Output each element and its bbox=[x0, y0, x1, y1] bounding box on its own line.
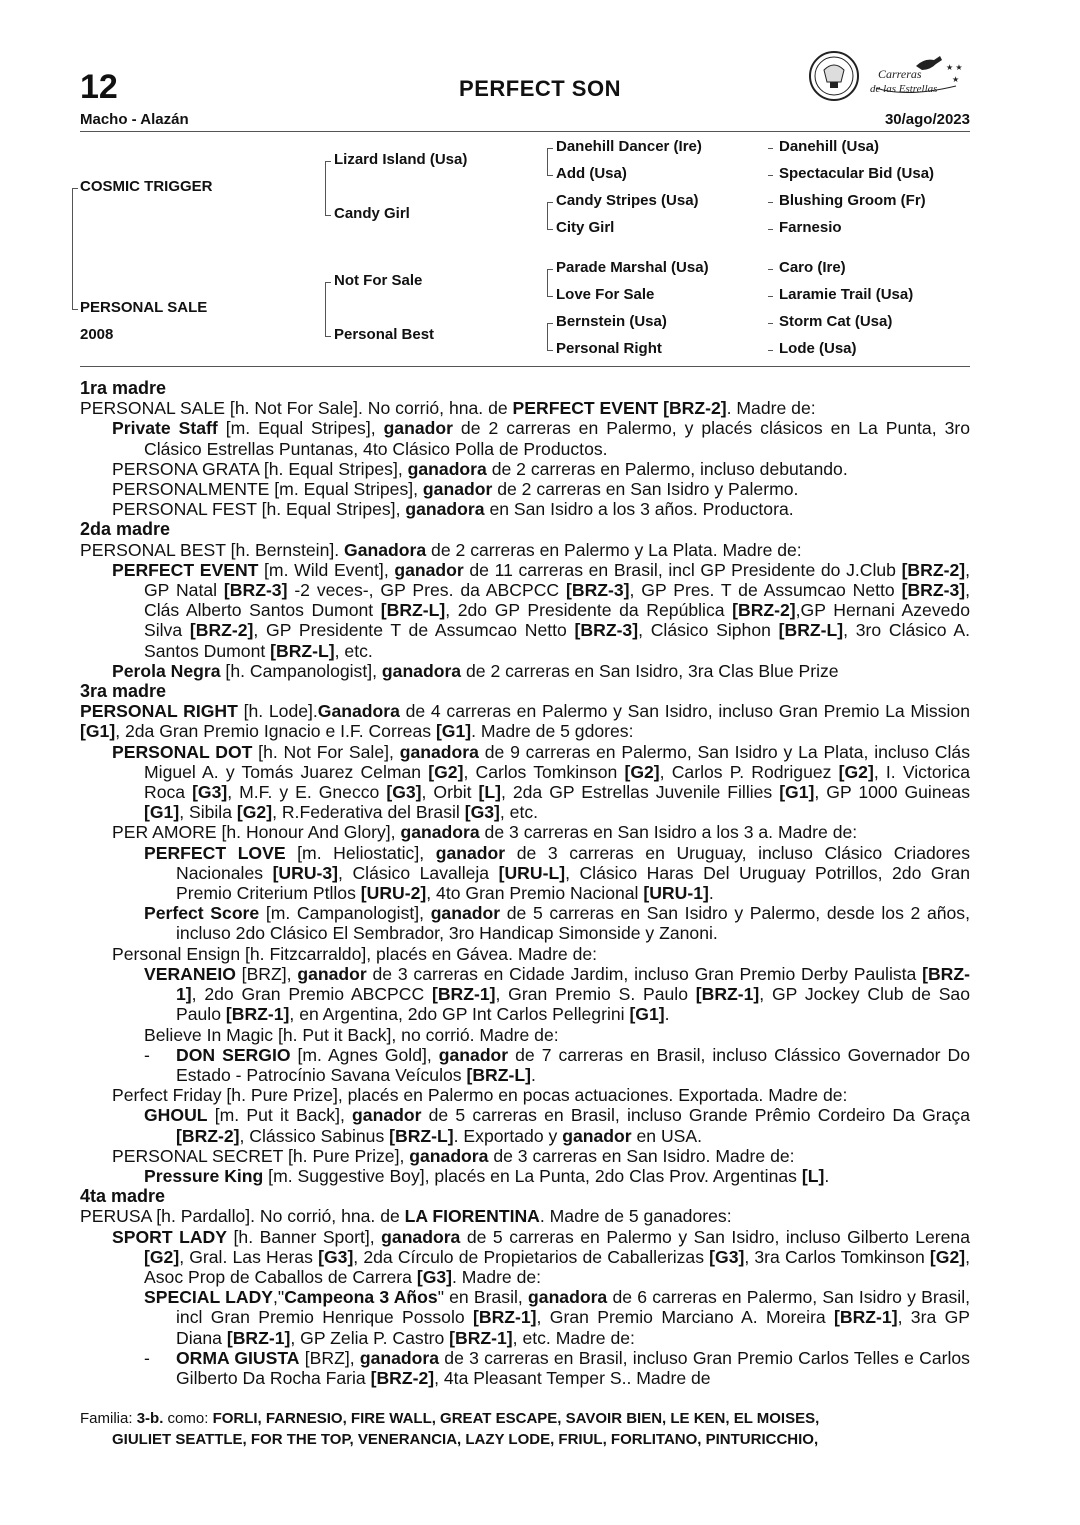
entry-text: , GP Pres. T de Assumcao Netto bbox=[629, 580, 902, 601]
dam-name: PERSONAL SALE bbox=[80, 299, 208, 316]
entry-bold-text: ganadora bbox=[399, 741, 479, 762]
entry-text: , Clásico Lavalleja bbox=[338, 862, 499, 883]
entry-bold-text: Pressure King bbox=[144, 1165, 264, 1186]
entry-bold-text: [BRZ-L] bbox=[389, 1125, 454, 1146]
gen4-name: Caro (Ire) bbox=[779, 259, 846, 276]
entry-bold-text: Private Staff bbox=[112, 418, 218, 439]
gen4-name: Laramie Trail (Usa) bbox=[779, 286, 914, 303]
entry-text: de 2 carreras en San Isidro, 3ra Clas Blue Prize bbox=[461, 660, 839, 681]
entry-bold-text: [BRZ-2] bbox=[901, 559, 966, 580]
gen2-sire-sire: Lizard Island (Usa) bbox=[334, 151, 468, 168]
bracket-gen2-bottom bbox=[325, 282, 331, 337]
entry-text: . bbox=[708, 883, 714, 904]
entry-bold-text: [L] bbox=[478, 782, 501, 803]
gen3-name: City Girl bbox=[556, 219, 615, 236]
pedigree-entry bbox=[80, 1146, 970, 1166]
gen4-name: Blushing Groom (Fr) bbox=[779, 192, 926, 209]
dash bbox=[768, 323, 773, 324]
family-history bbox=[80, 378, 970, 1388]
pedigree-entry bbox=[80, 479, 970, 499]
entry-text: [m. Put it Back], bbox=[207, 1105, 353, 1126]
entry-bold-text: [BRZ-2] bbox=[176, 1125, 240, 1146]
entry-text: , Orbit bbox=[421, 782, 479, 803]
entry-text: , Sibila bbox=[179, 802, 237, 823]
family-line-1 bbox=[80, 1408, 970, 1429]
family-names-2: GIULIET SEATTLE, FOR THE TOP, VENERANCIA, LAZY LODE, FRIUL, FORLITANO, PINTURICCHIO, bbox=[112, 1431, 819, 1448]
entry-bold-text: GHOUL bbox=[144, 1105, 208, 1126]
entry-text: , 3ra Carlos Tomkinson bbox=[744, 1246, 930, 1267]
entry-bold-text: [G2] bbox=[929, 1246, 966, 1267]
entry-bold-text: [G2] bbox=[236, 802, 273, 823]
header-rule bbox=[80, 131, 970, 132]
entry-bold-text: ganadora bbox=[528, 1287, 608, 1308]
entry-bullet: - bbox=[144, 1347, 150, 1368]
gen4-name: Storm Cat (Usa) bbox=[779, 313, 893, 330]
entry-bold-text: [G2] bbox=[838, 761, 874, 782]
entry-bold-text: [BRZ-3] bbox=[574, 620, 639, 641]
entry-text: PERSONAL BEST [h. Bernstein]. bbox=[80, 539, 345, 560]
entry-bold-text: [G2] bbox=[144, 1246, 180, 1267]
dash bbox=[768, 148, 773, 149]
logo-text-1: Carreras bbox=[878, 67, 922, 81]
entry-text: de 4 carreras en Palermo y San Isidro, incluso Gran Premio La Mission bbox=[399, 701, 970, 722]
entry-bold-text: [BRZ-1] bbox=[176, 963, 970, 1005]
entry-bold-text: [G3] bbox=[416, 1266, 453, 1287]
entry-text: de 3 carreras en Uruguay, incluso Clásico Criadores Nacionales bbox=[176, 842, 970, 883]
entry-text: de 2 carreras en Palermo y La Plata. Madre de: bbox=[426, 539, 802, 560]
entry-text: de 9 carreras en Palermo, San Isidro y La Plata, incluso Clás Miguel A. y Tomás Juarez Celman bbox=[144, 741, 970, 782]
entry-text: , 4ta Pleasant Temper S.. Madre de bbox=[434, 1367, 711, 1388]
entry-bold-text: ganador bbox=[430, 903, 501, 924]
dash bbox=[768, 269, 773, 270]
entry-text: en USA. bbox=[631, 1125, 703, 1146]
pedigree-entry bbox=[80, 1206, 970, 1226]
pedigree-entry bbox=[80, 1166, 970, 1186]
entry-bold-text: [BRZ-1] bbox=[834, 1307, 898, 1328]
entry-bold-text: [G3] bbox=[318, 1246, 354, 1267]
dash bbox=[768, 202, 773, 203]
gen3-name: Add (Usa) bbox=[556, 165, 627, 182]
pedigree-entry bbox=[80, 540, 970, 560]
entry-bold-text: [BRZ-L] bbox=[380, 600, 446, 621]
entry-bold-text: Perfect Score bbox=[144, 903, 260, 924]
bracket-gen3 bbox=[547, 323, 553, 351]
gen4-name: Spectacular Bid (Usa) bbox=[779, 165, 935, 182]
entry-text: , 2da Gran Premio Ignacio e I.F. Correas bbox=[115, 721, 436, 742]
entry-text: . Madre de 5 ganadores: bbox=[539, 1206, 732, 1227]
entry-text: de 2 carreras en Palermo, y placés clásicos en La Punta, 3ro Clásico Estrellas Puntanas, 4to Clásico Polla de Productos. bbox=[144, 418, 970, 459]
entry-text: Personal Ensign [h. Fitzcarraldo], placés en Gávea. Madre de: bbox=[112, 943, 598, 964]
entry-bold-text: [URU-L] bbox=[498, 862, 566, 883]
entry-text: . bbox=[824, 1165, 830, 1186]
section-heading: 1ra madre bbox=[80, 378, 167, 398]
pedigree-entry bbox=[80, 1085, 970, 1105]
entry-text: , 3ro Clásico A. Santos Dumont bbox=[144, 620, 970, 661]
logo-graphic bbox=[806, 48, 971, 108]
entry-text: de 5 carreras en Palermo y San Isidro, incluso Gilberto Lerena bbox=[460, 1226, 971, 1247]
pedigree-entry bbox=[80, 701, 970, 741]
dash bbox=[768, 296, 773, 297]
entry-bold-text: [BRZ-1] bbox=[473, 1307, 537, 1328]
family-names-1: FORLI, FARNESIO, FIRE WALL, GREAT ESCAPE, SAVOIR BIEN, LE KEN, EL MOISES, bbox=[212, 1410, 820, 1427]
bracket-gen3 bbox=[547, 269, 553, 297]
entry-text: , Clássico Sabinus bbox=[239, 1125, 390, 1146]
entry-text: de 7 carreras en Brasil, incluso Clássico Governador Do Estado - Patrocínio Savana Veículos bbox=[176, 1044, 970, 1085]
entry-bold-text: [G1] bbox=[779, 782, 815, 803]
pedigree-entry bbox=[80, 964, 970, 1025]
entry-bold-text: ganador bbox=[394, 559, 464, 580]
entry-bold-text: Ganadora bbox=[317, 701, 400, 722]
entry-bold-text: [URU-3] bbox=[272, 862, 339, 883]
pedigree-entry bbox=[80, 459, 970, 479]
gen2-sire-dam: Candy Girl bbox=[334, 205, 410, 222]
entry-bold-text: [URU-2] bbox=[360, 883, 427, 904]
entry-bold-text: LA FIORENTINA bbox=[404, 1206, 540, 1227]
entry-bold-text: [BRZ-2] bbox=[189, 620, 254, 641]
pedigree-entry bbox=[80, 1105, 970, 1145]
entry-bold-text: Perola Negra bbox=[112, 660, 221, 681]
pedigree-entry bbox=[80, 843, 970, 904]
family-line bbox=[80, 1408, 970, 1450]
entry-text: Believe In Magic [h. Put it Back], no corrió. Madre de: bbox=[144, 1024, 559, 1045]
entry-bold-text: ganadora bbox=[400, 822, 480, 843]
pedigree-entry bbox=[80, 560, 970, 661]
entry-text: de 6 carreras en Palermo, San Isidro y Brasil, incl Gran Premio Henrique Possolo bbox=[176, 1287, 970, 1328]
entry-text: , etc. Madre de: bbox=[512, 1327, 635, 1348]
pedigree-entry bbox=[80, 1045, 970, 1085]
entry-text: Perfect Friday [h. Pure Prize], placés en Palermo en pocas actuaciones. Exportada. Madre de: bbox=[112, 1085, 848, 1106]
entry-text: " en Brasil, bbox=[437, 1287, 529, 1308]
gen4-name: Lode (Usa) bbox=[779, 340, 857, 357]
pedigree-rule bbox=[80, 366, 970, 367]
entry-text: , GP Jockey Club de Sao Paulo bbox=[176, 984, 970, 1025]
entry-bold-text: ganadora bbox=[405, 499, 485, 520]
gen2-dam-sire: Not For Sale bbox=[334, 272, 423, 289]
entry-bold-text: [L] bbox=[801, 1165, 825, 1186]
bracket-gen3 bbox=[547, 148, 553, 176]
family-line-2 bbox=[80, 1429, 970, 1450]
entry-text: [m. Wild Event], bbox=[258, 559, 395, 580]
family-number: 3-b. bbox=[136, 1410, 164, 1427]
entry-bold-text: SPECIAL LADY bbox=[144, 1287, 274, 1308]
entry-text: [h. Lode]. bbox=[237, 701, 318, 722]
pedigree-entry bbox=[80, 661, 970, 681]
entry-bold-text: ganador bbox=[297, 963, 367, 984]
gen3-name: Candy Stripes (Usa) bbox=[556, 192, 699, 209]
entry-bold-text: PERSONAL RIGHT bbox=[80, 701, 238, 722]
sex-color: Macho - Alazán bbox=[80, 111, 189, 128]
entry-bold-text: [BRZ-1] bbox=[225, 1004, 290, 1025]
entry-text: , Asoc Prop de Caballos de Carrera bbox=[144, 1246, 970, 1287]
pedigree-entry bbox=[80, 499, 970, 519]
entry-text: [m. Suggestive Boy], placés en La Punta, 2do Clas Prov. Argentinas bbox=[263, 1165, 802, 1186]
entry-text: . Madre de 5 gdores: bbox=[471, 721, 634, 742]
entry-bold-text: ganador bbox=[383, 418, 453, 439]
pedigree-entry bbox=[80, 903, 970, 943]
entry-bold-text: [G2] bbox=[428, 761, 464, 782]
section-heading: 2da madre bbox=[80, 519, 171, 540]
pedigree-entry bbox=[80, 1348, 970, 1388]
entry-bold-text: VERANEIO bbox=[144, 963, 236, 984]
dam-year: 2008 bbox=[80, 326, 114, 343]
entry-bold-text: [BRZ-1] bbox=[226, 1327, 291, 1348]
entry-text: de 2 carreras en San Isidro y Palermo. bbox=[492, 479, 799, 500]
dash bbox=[768, 229, 773, 230]
entry-bold-text: ganador bbox=[352, 1105, 422, 1126]
entry-text: . Madre de: bbox=[452, 1266, 542, 1287]
entry-text: , GP Zelia P. Castro bbox=[290, 1327, 450, 1348]
pedigree-entry bbox=[80, 418, 970, 458]
entry-bold-text: ganador bbox=[435, 842, 506, 863]
sire-name: COSMIC TRIGGER bbox=[80, 178, 213, 195]
entry-bold-text: [BRZ-2] bbox=[732, 600, 796, 621]
entry-bold-text: [BRZ-3] bbox=[223, 580, 288, 601]
entry-text: PERSONAL FEST [h. Equal Stripes], bbox=[112, 499, 406, 520]
entry-text: . bbox=[530, 1064, 536, 1085]
entry-text: , 2da GP Estrellas Juvenile Fillies bbox=[500, 782, 780, 803]
pedigree-entry bbox=[80, 1025, 970, 1045]
entry-bold-text: DON SERGIO bbox=[176, 1044, 291, 1065]
entry-text: , Gran Premio Marciano A. Moreira bbox=[536, 1307, 835, 1328]
entry-bold-text: ganador bbox=[562, 1125, 632, 1146]
entry-bold-text: [G1] bbox=[435, 721, 472, 742]
entry-text: , R.Federativa del Brasil bbox=[272, 802, 465, 823]
entry-text: PERSONAL SALE [h. Not For Sale]. No corrió, hna. de bbox=[80, 398, 513, 419]
entry-text: , Carlos Tomkinson bbox=[463, 761, 625, 782]
entry-bold-text: ganadora bbox=[381, 1226, 461, 1247]
dash bbox=[768, 175, 773, 176]
entry-text: . bbox=[664, 1004, 670, 1025]
section-heading: 3ra madre bbox=[80, 681, 167, 702]
entry-text: [h. Not For Sale], bbox=[252, 741, 400, 762]
entry-text: -2 veces-, GP Pres. da ABCPCC bbox=[287, 580, 566, 601]
entry-text: de 2 carreras en Palermo, incluso debutando. bbox=[486, 458, 848, 479]
entry-text: , Clásico Siphon bbox=[638, 620, 779, 641]
entry-text: , en Argentina, 2do GP Int Carlos Pellegrini bbox=[289, 1004, 630, 1025]
pedigree-entry bbox=[80, 1227, 970, 1288]
entry-bold-text: [BRZ-1] bbox=[449, 1327, 513, 1348]
gen3-name: Danehill Dancer (Ire) bbox=[556, 138, 702, 155]
entry-text: . Exportado y bbox=[453, 1125, 563, 1146]
entry-bold-text: [URU-1] bbox=[643, 883, 709, 904]
family-como: como: bbox=[167, 1410, 209, 1427]
entry-text: [m. Agnes Gold], bbox=[290, 1044, 439, 1065]
entry-text: PERSONALMENTE [m. Equal Stripes], bbox=[112, 479, 423, 500]
entry-text: , I. Victorica Roca bbox=[144, 761, 970, 803]
entry-text: [BRZ], bbox=[299, 1347, 360, 1368]
gen3-name: Personal Right bbox=[556, 340, 662, 357]
entry-text: PERSONAL SECRET [h. Pure Prize], bbox=[112, 1145, 410, 1166]
entry-bullet: - bbox=[144, 1044, 150, 1065]
entry-bold-text: PERSONAL DOT bbox=[112, 741, 253, 762]
entry-bold-text: [G1] bbox=[144, 802, 180, 823]
entry-bold-text: Campeona 3 Años bbox=[284, 1287, 438, 1308]
entry-bold-text: [BRZ-3] bbox=[566, 580, 630, 601]
entry-bold-text: ORMA GIUSTA bbox=[176, 1347, 300, 1368]
entry-text: de 3 carreras en San Isidro a los 3 a. Madre de: bbox=[479, 822, 858, 843]
pedigree-entry bbox=[80, 398, 970, 418]
pedigree-entry bbox=[80, 822, 970, 842]
entry-bold-text: ganadora bbox=[409, 1145, 489, 1166]
entry-text: , etc. bbox=[334, 640, 373, 661]
entry-bold-text: [G3] bbox=[709, 1246, 745, 1267]
entry-text: de 5 carreras en Brasil, incluso Grande Prêmio Cordeiro Da Graça bbox=[421, 1105, 970, 1126]
entry-bold-text: ganador bbox=[422, 479, 493, 500]
dash bbox=[768, 350, 773, 351]
entry-bold-text: [G1] bbox=[80, 721, 116, 742]
entry-text: de 3 carreras en Brasil, incluso Gran Premio Carlos Telles e Carlos Gilberto Da Rocha Faria bbox=[176, 1347, 970, 1388]
entry-text: de 3 carreras en Cidade Jardim, incluso Gran Premio Derby Paulista bbox=[366, 963, 923, 984]
entry-bold-text: ganadora bbox=[407, 458, 487, 479]
entry-bold-text: ganador bbox=[438, 1044, 509, 1065]
entry-text: de 5 carreras en San Isidro y Palermo, desde los 2 años, incluso 2do Clásico El Sembrador, 3ro Handicap Simonside y Zanoni. bbox=[176, 903, 970, 944]
entry-text: [m. Campanologist], bbox=[259, 903, 431, 924]
entry-text: , Clásico Haras Del Uruguay Potrillos, 2do Gran Premio Criterium Ptllos bbox=[176, 862, 970, 904]
gen3-name: Parade Marshal (Usa) bbox=[556, 259, 709, 276]
entry-text: , 4to Gran Premio Nacional bbox=[426, 883, 644, 904]
svg-text:★ ★: ★ ★ bbox=[946, 63, 963, 72]
entry-text: PERSONA GRATA [h. Equal Stripes], bbox=[112, 458, 408, 479]
breeders-cup-logo bbox=[806, 48, 971, 113]
entry-text: [h. Campanologist], bbox=[220, 660, 382, 681]
entry-bold-text: [G3] bbox=[192, 782, 228, 803]
entry-bold-text: PERFECT LOVE bbox=[144, 842, 286, 863]
entry-text: [h. Banner Sport], bbox=[227, 1226, 382, 1247]
entry-bold-text: [BRZ-3] bbox=[901, 580, 966, 601]
entry-text: , GP Natal bbox=[144, 559, 970, 601]
entry-bold-text: ganadora bbox=[359, 1347, 440, 1368]
family-label: Familia: bbox=[80, 1410, 133, 1427]
entry-bold-text: [G3] bbox=[386, 782, 422, 803]
gen3-name: Love For Sale bbox=[556, 286, 655, 303]
gen4-name: Danehill (Usa) bbox=[779, 138, 880, 155]
bracket-gen2-top bbox=[325, 161, 331, 216]
entry-bold-text: [BRZ-L] bbox=[270, 640, 335, 661]
entry-text: , Clás Alberto Santos Dumont bbox=[144, 580, 971, 621]
entry-text: . Madre de: bbox=[726, 398, 816, 419]
gen3-name: Bernstein (Usa) bbox=[556, 313, 667, 330]
entry-text: , etc. bbox=[499, 802, 539, 823]
entry-text: , 2do Gran Premio ABCPCC bbox=[191, 984, 432, 1005]
entry-text: , GP 1000 Guineas bbox=[814, 782, 970, 803]
sale-date: 30/ago/2023 bbox=[884, 111, 970, 128]
horse-name: PERFECT SON bbox=[459, 76, 621, 101]
entry-text: [m. Heliostatic], bbox=[285, 842, 436, 863]
entry-bold-text: [G1] bbox=[629, 1004, 665, 1025]
entry-text: , 2do GP Presidente da República bbox=[445, 600, 733, 621]
pedigree-entry bbox=[80, 742, 970, 823]
entry-text: , 2da Círculo de Propietarios de Caballerizas bbox=[353, 1246, 710, 1267]
entry-text: [m. Equal Stripes], bbox=[217, 418, 384, 439]
entry-text: , GP Presidente T de Assumcao Netto bbox=[253, 620, 575, 641]
entry-text: , Gran Premio S. Paulo bbox=[495, 984, 696, 1005]
entry-bold-text: [BRZ-1] bbox=[695, 984, 760, 1005]
section-heading: 4ta madre bbox=[80, 1186, 166, 1207]
pedigree-entry bbox=[80, 944, 970, 964]
entry-bold-text: [G2] bbox=[624, 761, 660, 782]
entry-bold-text: PERFECT EVENT bbox=[112, 559, 259, 580]
entry-text: , Gral. Las Heras bbox=[179, 1246, 319, 1267]
pedigree-entry bbox=[80, 1287, 970, 1348]
entry-text: PERUSA [h. Pardallo]. No corrió, hna. de bbox=[80, 1206, 405, 1227]
entry-bold-text: [BRZ-2] bbox=[370, 1367, 435, 1388]
entry-bold-text: Ganadora bbox=[344, 539, 427, 560]
entry-bold-text: [BRZ-L] bbox=[778, 620, 844, 641]
entry-text: PER AMORE [h. Honour And Glory], bbox=[112, 822, 401, 843]
entry-text: [BRZ], bbox=[235, 963, 298, 984]
entry-bold-text: ganadora bbox=[381, 660, 462, 681]
logo-text-2: de las Estrellas bbox=[870, 83, 938, 95]
entry-bold-text: [G3] bbox=[464, 802, 500, 823]
entry-text: ," bbox=[273, 1287, 285, 1308]
entry-text: de 3 carreras en San Isidro. Madre de: bbox=[488, 1145, 795, 1166]
lot-number: 12 bbox=[80, 68, 118, 106]
entry-text: , Carlos P. Rodriguez bbox=[659, 761, 839, 782]
entry-text: , M.F. y E. Gnecco bbox=[227, 782, 387, 803]
bracket-gen3 bbox=[547, 202, 553, 230]
gen2-dam-dam: Personal Best bbox=[334, 326, 435, 343]
entry-text: , 3ra GP Diana bbox=[176, 1307, 971, 1348]
svg-text:★: ★ bbox=[952, 75, 960, 84]
bracket-gen1 bbox=[72, 188, 78, 310]
entry-bold-text: [BRZ-1] bbox=[431, 984, 496, 1005]
entry-text: en San Isidro a los 3 años. Productora. bbox=[484, 499, 794, 520]
gen4-name: Farnesio bbox=[779, 219, 842, 236]
entry-bold-text: SPORT LADY bbox=[112, 1226, 228, 1247]
entry-bold-text: PERFECT EVENT [BRZ-2] bbox=[512, 398, 727, 419]
entry-text: de 11 carreras en Brasil, incl GP Presidente do J.Club bbox=[463, 559, 902, 580]
entry-text: ,GP Hernani Azevedo Silva bbox=[144, 600, 970, 641]
entry-bold-text: [BRZ-L] bbox=[466, 1064, 531, 1085]
